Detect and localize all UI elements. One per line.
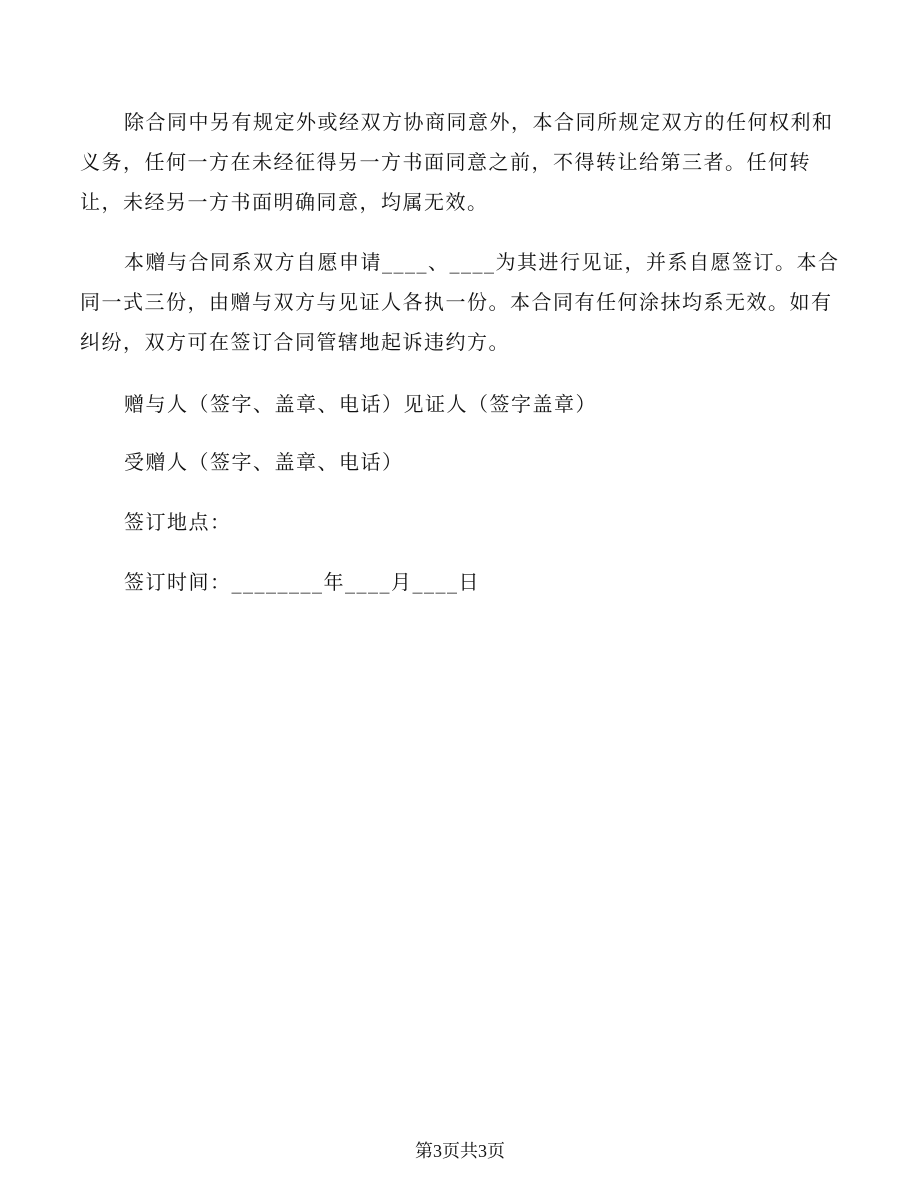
paragraph-witness-clause: 本赠与合同系双方自愿申请____、____为其进行见证，并系自愿签订。本合同一式三份，由赠与双方与见证人各执一份。本合同有任何涂抹均系无效。如有纠纷，双方可在签订合同管辖地起诉违约方。 bbox=[80, 250, 840, 354]
donee-signature-line: 受赠人（签字、盖章、电话） bbox=[124, 450, 404, 474]
signing-date-line: 签订时间：________年____月____日 bbox=[124, 570, 480, 594]
page-number-footer: 第3页共3页 bbox=[415, 1141, 505, 1161]
donor-witness-signature-line: 赠与人（签字、盖章、电话）见证人（签字盖章） bbox=[124, 392, 597, 416]
signing-place-line: 签订地点： bbox=[124, 510, 232, 534]
paragraph-transfer-clause: 除合同中另有规定外或经双方协商同意外，本合同所规定双方的任何权利和义务，任何一方在未经征得另一方书面同意之前，不得转让给第三者。任何转让，未经另一方书面明确同意，均属无效。 bbox=[80, 110, 834, 214]
